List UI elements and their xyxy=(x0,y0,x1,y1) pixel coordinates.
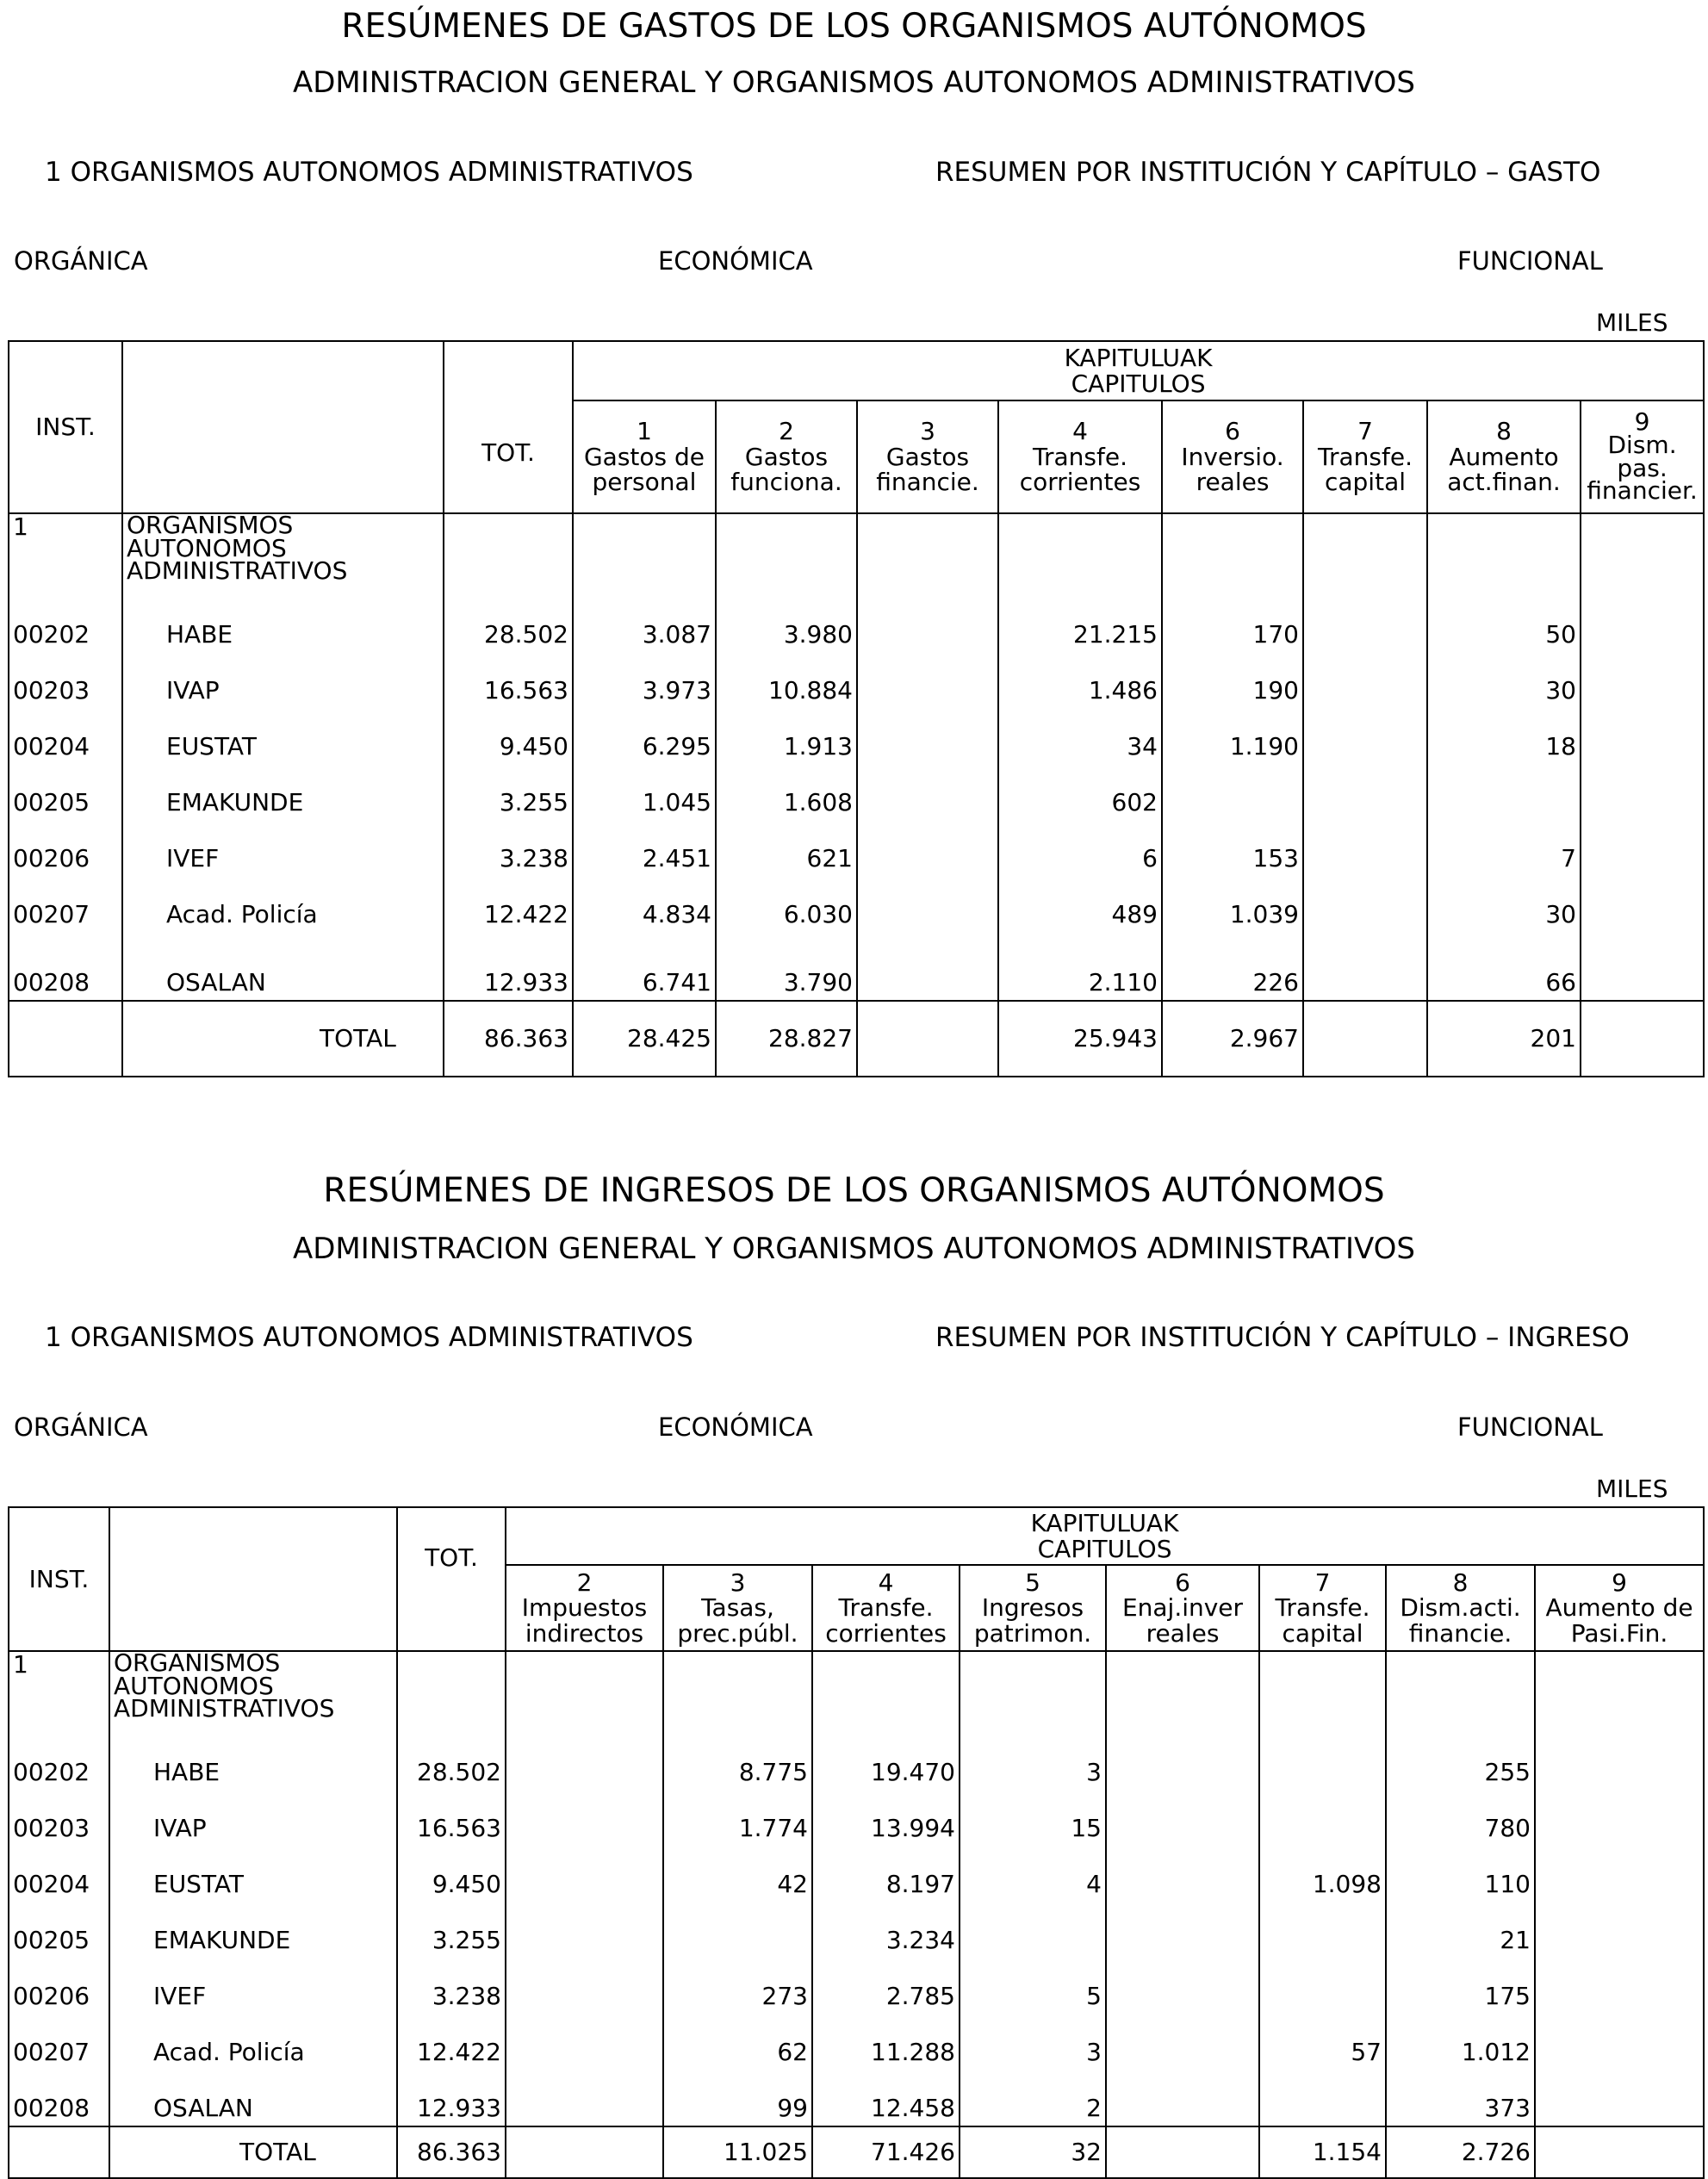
group-row xyxy=(9,1651,1704,1734)
cap-value: 2.785 xyxy=(812,1958,960,2014)
cap-value xyxy=(1303,596,1427,652)
inst-name: HABE xyxy=(122,596,444,652)
gastos-organica: ORGÁNICA xyxy=(14,246,148,276)
ingresos-col-5-header: 5 Ingresos patrimon. xyxy=(960,1565,1106,1651)
cap-value: 1.486 xyxy=(998,652,1162,708)
ingresos-funcional: FUNCIONAL xyxy=(1457,1412,1603,1442)
cap-value xyxy=(506,1846,663,1902)
table-row xyxy=(9,1958,1704,2014)
gastos-section-right: RESUMEN POR INSTITUCIÓN Y CAPÍTULO – GASTO xyxy=(935,157,1601,188)
cap-value: 30 xyxy=(1427,876,1581,932)
grand-total: 86.363 xyxy=(397,2126,506,2178)
inst-code: 00206 xyxy=(9,820,122,876)
cap-value: 226 xyxy=(1162,932,1303,1001)
table-row xyxy=(9,708,1704,764)
total-cap-value xyxy=(1581,1001,1704,1077)
cap-value: 18 xyxy=(1427,708,1581,764)
cap-value: 8.775 xyxy=(663,1734,812,1790)
cap-value xyxy=(1303,820,1427,876)
cap-value xyxy=(1303,932,1427,1001)
gastos-title: RESÚMENES DE GASTOS DE LOS ORGANISMOS AUTÓNOMOS xyxy=(341,7,1367,46)
inst-code: 00208 xyxy=(9,932,122,1001)
cap-value: 153 xyxy=(1162,820,1303,876)
table-row xyxy=(9,596,1704,652)
ingresos-header-tot: TOT. xyxy=(397,1507,506,1651)
cap-value: 6.030 xyxy=(716,876,857,932)
cap-value: 12.458 xyxy=(812,2070,960,2126)
cap-value: 170 xyxy=(1162,596,1303,652)
cap-value xyxy=(506,1902,663,1958)
cap-value: 2.110 xyxy=(998,932,1162,1001)
inst-code: 00205 xyxy=(9,1902,109,1958)
cap-value: 1.774 xyxy=(663,1790,812,1846)
cap-value xyxy=(1427,764,1581,820)
cap-value: 273 xyxy=(663,1958,812,2014)
table-row xyxy=(9,2070,1704,2126)
row-total: 3.238 xyxy=(444,820,573,876)
ingresos-economica: ECONÓMICA xyxy=(658,1412,813,1442)
cap-value: 373 xyxy=(1386,2070,1535,2126)
table-row xyxy=(9,820,1704,876)
inst-code: 00207 xyxy=(9,876,122,932)
ingresos-col-4-header: 4 Transfe. corrientes xyxy=(812,1565,960,1651)
cap-value xyxy=(1581,932,1704,1001)
cap-value: 30 xyxy=(1427,652,1581,708)
table-row xyxy=(9,2014,1704,2070)
cap-value: 4 xyxy=(960,1846,1106,1902)
cap-value xyxy=(1535,1734,1704,1790)
row-total: 12.422 xyxy=(444,876,573,932)
inst-name: EUSTAT xyxy=(109,1846,397,1902)
row-total: 9.450 xyxy=(397,1846,506,1902)
inst-name: EMAKUNDE xyxy=(109,1902,397,1958)
table-row xyxy=(9,764,1704,820)
gastos-miles: MILES xyxy=(1596,308,1668,337)
row-total: 16.563 xyxy=(444,652,573,708)
inst-name: OSALAN xyxy=(109,2070,397,2126)
inst-code: 00202 xyxy=(9,1734,109,1790)
gastos-subtitle: ADMINISTRACION GENERAL Y ORGANISMOS AUTONOMOS ADMINISTRATIVOS xyxy=(292,65,1416,100)
cap-value xyxy=(1535,1958,1704,2014)
inst-name: OSALAN xyxy=(122,932,444,1001)
cap-value xyxy=(1535,2014,1704,2070)
cap-value xyxy=(506,2014,663,2070)
cap-value: 1.190 xyxy=(1162,708,1303,764)
total-cap-value xyxy=(506,2126,663,2178)
grand-total: 86.363 xyxy=(444,1001,573,1077)
inst-name: Acad. Policía xyxy=(122,876,444,932)
row-total: 3.238 xyxy=(397,1958,506,2014)
gastos-header-capitulos: KAPITULUAK CAPITULOS xyxy=(573,341,1704,400)
row-total: 16.563 xyxy=(397,1790,506,1846)
gastos-col-6-header: 6 Inversio. reales xyxy=(1162,400,1303,513)
cap-value xyxy=(1106,1846,1259,1902)
cap-value xyxy=(1303,764,1427,820)
cap-value: 1.608 xyxy=(716,764,857,820)
gastos-col-3-header: 3 Gastos financie. xyxy=(857,400,998,513)
cap-value xyxy=(1581,820,1704,876)
inst-code: 00202 xyxy=(9,596,122,652)
ingresos-section-left: 1 ORGANISMOS AUTONOMOS ADMINISTRATIVOS xyxy=(45,1322,693,1353)
group-name: ORGANISMOS AUTONOMOS ADMINISTRATIVOS xyxy=(122,513,444,596)
cap-value xyxy=(1259,1958,1386,2014)
row-total: 9.450 xyxy=(444,708,573,764)
total-cap-value: 28.425 xyxy=(573,1001,716,1077)
ingresos-col-8-header: 8 Dism.acti. financie. xyxy=(1386,1565,1535,1651)
gastos-funcional: FUNCIONAL xyxy=(1457,246,1603,276)
total-cap-value: 32 xyxy=(960,2126,1106,2178)
cap-value: 3.973 xyxy=(573,652,716,708)
cap-value xyxy=(857,764,998,820)
total-cap-value xyxy=(1106,2126,1259,2178)
gastos-col-4-header: 4 Transfe. corrientes xyxy=(998,400,1162,513)
total-cap-value: 25.943 xyxy=(998,1001,1162,1077)
gastos-table-body xyxy=(9,513,1704,1077)
table-row xyxy=(9,1902,1704,1958)
cap-value: 780 xyxy=(1386,1790,1535,1846)
total-cap-value: 71.426 xyxy=(812,2126,960,2178)
table-row xyxy=(9,1734,1704,1790)
cap-value: 4.834 xyxy=(573,876,716,932)
total-cap-value: 28.827 xyxy=(716,1001,857,1077)
total-cap-value: 2.967 xyxy=(1162,1001,1303,1077)
inst-code: 00203 xyxy=(9,652,122,708)
ingresos-col-7-header: 7 Transfe. capital xyxy=(1259,1565,1386,1651)
cap-value xyxy=(1535,1790,1704,1846)
ingresos-col-3-header: 3 Tasas, prec.públ. xyxy=(663,1565,812,1651)
cap-value: 57 xyxy=(1259,2014,1386,2070)
total-cap-value: 11.025 xyxy=(663,2126,812,2178)
cap-value xyxy=(1581,708,1704,764)
cap-value: 7 xyxy=(1427,820,1581,876)
gastos-col-7-header: 7 Transfe. capital xyxy=(1303,400,1427,513)
row-total: 12.933 xyxy=(444,932,573,1001)
cap-value: 11.288 xyxy=(812,2014,960,2070)
cap-value: 15 xyxy=(960,1790,1106,1846)
cap-value: 62 xyxy=(663,2014,812,2070)
ingresos-miles: MILES xyxy=(1596,1474,1668,1503)
cap-value: 34 xyxy=(998,708,1162,764)
gastos-header-inst: INST. xyxy=(9,341,122,513)
total-cap-value xyxy=(1535,2126,1704,2178)
gastos-col-9-header: 9 Dism. pas. financier. xyxy=(1581,400,1704,513)
cap-value: 21 xyxy=(1386,1902,1535,1958)
cap-value xyxy=(1106,1958,1259,2014)
cap-value: 21.215 xyxy=(998,596,1162,652)
cap-value: 2 xyxy=(960,2070,1106,2126)
inst-name: IVEF xyxy=(122,820,444,876)
cap-value xyxy=(1259,1790,1386,1846)
inst-name: EMAKUNDE xyxy=(122,764,444,820)
cap-value: 1.039 xyxy=(1162,876,1303,932)
cap-value: 6 xyxy=(998,820,1162,876)
gastos-table xyxy=(8,340,1705,1077)
cap-value: 3.790 xyxy=(716,932,857,1001)
cap-value: 175 xyxy=(1386,1958,1535,2014)
inst-name: IVEF xyxy=(109,1958,397,2014)
cap-value: 1.045 xyxy=(573,764,716,820)
total-row xyxy=(9,2126,1704,2178)
inst-name: EUSTAT xyxy=(122,708,444,764)
cap-value: 42 xyxy=(663,1846,812,1902)
cap-value: 5 xyxy=(960,1958,1106,2014)
cap-value: 6.741 xyxy=(573,932,716,1001)
ingresos-header-capitulos: KAPITULUAK CAPITULOS xyxy=(506,1507,1704,1565)
cap-value: 10.884 xyxy=(716,652,857,708)
ingresos-title: RESÚMENES DE INGRESOS DE LOS ORGANISMOS AUTÓNOMOS xyxy=(323,1171,1385,1210)
cap-value xyxy=(960,1902,1106,1958)
cap-value xyxy=(1106,1790,1259,1846)
row-total: 12.422 xyxy=(397,2014,506,2070)
inst-name: IVAP xyxy=(109,1790,397,1846)
total-cap-value xyxy=(857,1001,998,1077)
inst-name: Acad. Policía xyxy=(109,2014,397,2070)
cap-value xyxy=(857,820,998,876)
cap-value xyxy=(1106,1734,1259,1790)
cap-value xyxy=(663,1902,812,1958)
row-total: 12.933 xyxy=(397,2070,506,2126)
total-cap-value: 1.154 xyxy=(1259,2126,1386,2178)
group-code: 1 xyxy=(9,1651,109,1734)
cap-value xyxy=(1259,1734,1386,1790)
cap-value xyxy=(857,932,998,1001)
ingresos-header-inst: INST. xyxy=(9,1507,109,1651)
cap-value xyxy=(1259,1902,1386,1958)
total-label: TOTAL xyxy=(109,2126,397,2178)
group-row xyxy=(9,513,1704,596)
total-label: TOTAL xyxy=(122,1001,444,1077)
total-cap-value xyxy=(1303,1001,1427,1077)
ingresos-table xyxy=(8,1506,1705,2179)
ingresos-col-2-header: 2 Impuestos indirectos xyxy=(506,1565,663,1651)
gastos-economica: ECONÓMICA xyxy=(658,246,813,276)
cap-value xyxy=(1581,876,1704,932)
cap-value xyxy=(1303,708,1427,764)
group-name: ORGANISMOS AUTONOMOS ADMINISTRATIVOS xyxy=(109,1651,397,1734)
cap-value xyxy=(1162,764,1303,820)
cap-value: 2.451 xyxy=(573,820,716,876)
inst-code: 00204 xyxy=(9,1846,109,1902)
group-code: 1 xyxy=(9,513,122,596)
cap-value xyxy=(1106,2070,1259,2126)
table-row xyxy=(9,876,1704,932)
cap-value: 3 xyxy=(960,2014,1106,2070)
cap-value: 3 xyxy=(960,1734,1106,1790)
total-row xyxy=(9,1001,1704,1077)
gastos-section-left: 1 ORGANISMOS AUTONOMOS ADMINISTRATIVOS xyxy=(45,157,693,188)
cap-value: 190 xyxy=(1162,652,1303,708)
cap-value: 1.098 xyxy=(1259,1846,1386,1902)
row-total: 28.502 xyxy=(444,596,573,652)
cap-value xyxy=(506,1790,663,1846)
row-total: 3.255 xyxy=(444,764,573,820)
cap-value xyxy=(506,2070,663,2126)
cap-value: 489 xyxy=(998,876,1162,932)
cap-value xyxy=(1106,2014,1259,2070)
gastos-col-8-header: 8 Aumento act.finan. xyxy=(1427,400,1581,513)
ingresos-col-9-header: 9 Aumento de Pasi.Fin. xyxy=(1535,1565,1704,1651)
total-cap-value: 2.726 xyxy=(1386,2126,1535,2178)
cap-value xyxy=(1303,652,1427,708)
row-total: 3.255 xyxy=(397,1902,506,1958)
inst-code: 00205 xyxy=(9,764,122,820)
cap-value: 19.470 xyxy=(812,1734,960,1790)
cap-value xyxy=(1106,1902,1259,1958)
cap-value xyxy=(506,1734,663,1790)
table-row xyxy=(9,932,1704,1001)
cap-value xyxy=(1259,2070,1386,2126)
cap-value xyxy=(1535,1902,1704,1958)
ingresos-organica: ORGÁNICA xyxy=(14,1412,148,1442)
cap-value xyxy=(1581,652,1704,708)
cap-value xyxy=(857,596,998,652)
cap-value xyxy=(1581,596,1704,652)
cap-value: 66 xyxy=(1427,932,1581,1001)
inst-code: 00206 xyxy=(9,1958,109,2014)
inst-code: 00204 xyxy=(9,708,122,764)
row-total: 28.502 xyxy=(397,1734,506,1790)
ingresos-section-right: RESUMEN POR INSTITUCIÓN Y CAPÍTULO – INGRESO xyxy=(935,1322,1630,1353)
total-cap-value: 201 xyxy=(1427,1001,1581,1077)
inst-code: 00207 xyxy=(9,2014,109,2070)
table-row xyxy=(9,652,1704,708)
cap-value: 602 xyxy=(998,764,1162,820)
cap-value: 8.197 xyxy=(812,1846,960,1902)
cap-value: 3.980 xyxy=(716,596,857,652)
gastos-col-2-header: 2 Gastos funciona. xyxy=(716,400,857,513)
gastos-header-tot: TOT. xyxy=(444,341,573,513)
cap-value xyxy=(506,1958,663,2014)
cap-value: 50 xyxy=(1427,596,1581,652)
cap-value: 3.087 xyxy=(573,596,716,652)
table-row xyxy=(9,1790,1704,1846)
ingresos-subtitle: ADMINISTRACION GENERAL Y ORGANISMOS AUTONOMOS ADMINISTRATIVOS xyxy=(292,1232,1416,1266)
cap-value: 621 xyxy=(716,820,857,876)
ingresos-table-body xyxy=(9,1648,1704,2178)
cap-value xyxy=(857,652,998,708)
cap-value: 3.234 xyxy=(812,1902,960,1958)
cap-value xyxy=(1581,764,1704,820)
gastos-col-1-header: 1 Gastos de personal xyxy=(573,400,716,513)
cap-value: 1.913 xyxy=(716,708,857,764)
table-row xyxy=(9,1846,1704,1902)
cap-value: 255 xyxy=(1386,1734,1535,1790)
inst-code: 00208 xyxy=(9,2070,109,2126)
cap-value: 1.012 xyxy=(1386,2014,1535,2070)
cap-value: 6.295 xyxy=(573,708,716,764)
ingresos-col-6-header: 6 Enaj.inver reales xyxy=(1106,1565,1259,1651)
cap-value xyxy=(1303,876,1427,932)
cap-value xyxy=(857,876,998,932)
cap-value xyxy=(1535,1846,1704,1902)
cap-value xyxy=(1535,2070,1704,2126)
inst-code: 00203 xyxy=(9,1790,109,1846)
cap-value: 13.994 xyxy=(812,1790,960,1846)
cap-value: 110 xyxy=(1386,1846,1535,1902)
inst-name: HABE xyxy=(109,1734,397,1790)
cap-value: 99 xyxy=(663,2070,812,2126)
inst-name: IVAP xyxy=(122,652,444,708)
cap-value xyxy=(857,708,998,764)
